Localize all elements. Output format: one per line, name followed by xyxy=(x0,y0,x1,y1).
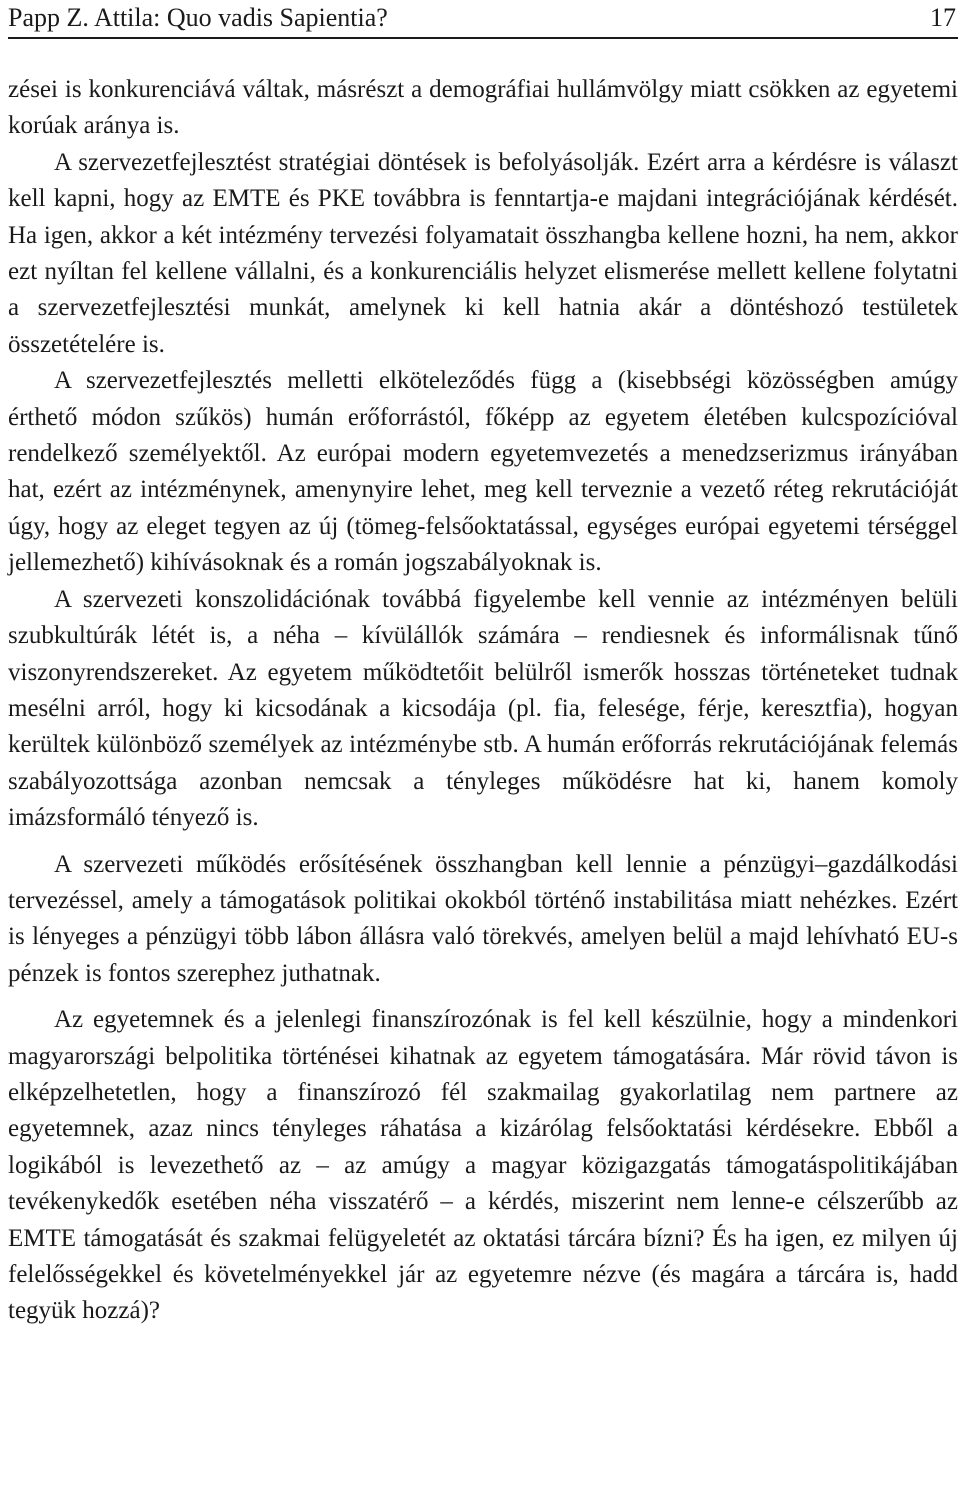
page-number: 17 xyxy=(930,3,956,32)
body-text xyxy=(8,72,958,1330)
running-header xyxy=(8,0,958,39)
paragraph: A szervezeti konszolidációnak továbbá figyelembe kell vennie az intézményen belüli szubkultúrák létét is, a néha – kívülállók számára – rendiesnek és informálisnak tűnő viszonyrendszereket. Az egyetem működtetőit belülről ismerők hosszas történeteket tudnak mesélni arról, hogy ki kicsodának a kicsodája (pl. fia, felesége, férje, keresztfia), hogyan kerültek különböző személyek az intézménybe stb. A humán erőforrás rekrutációjának felemás szabályozottsága azonban nemcsak a tényleges működésre hat ki, hanem komoly imázsformáló tényező is. xyxy=(8,585,958,832)
document-page xyxy=(8,0,958,1330)
paragraph: A szervezetfejlesztést stratégiai döntések is befolyásolják. Ezért arra a kérdésre is választ kell kapni, hogy az EMTE és PKE továbbra is fenntartja-e majdani integrációjának kérdését. Ha igen, akkor a két intézmény tervezési folyamatait összhangba kellene hozni, ha nem, akkor ezt nyíltan fel kellene vállalni, és a konkurenciális helyzet elismerése mellett kellene folytatni a szervezetfejlesztési munkát, amelynek ki kell hatnia akár a döntéshozó testületek összetételére is. xyxy=(8,148,958,358)
running-header-title: Papp Z. Attila: Quo vadis Sapientia? xyxy=(8,3,388,32)
paragraph-continued: zései is konkurenciává váltak, másrészt a demográfiai hullámvölgy miatt csökken az egyetemi korúak aránya is. xyxy=(8,76,958,140)
paragraph: Az egyetemnek és a jelenlegi finanszírozónak is fel kell készülnie, hogy a mindenkori magyarországi belpolitika történései kihatnak az egyetem támogatására. Már rövid távon is elképzelhetetlen, hogy a finanszírozó fél szakmailag gyakorlatilag nem partnere az egyetemnek, azaz nincs tényleges ráhatása a kizárólag felsőoktatási kérdésekre. Ebből a logikából is levezethető az – az amúgy a magyar közigazgatás támogatáspolitikájában tevékenykedők esetében néha visszatérő – a kérdés, miszerint nem lenne-e célszerűbb az EMTE támogatását és szakmai felügyeletét az oktatási tárcára bízni? És ha igen, ez milyen új felelősségekkel és követelményekkel jár az egyetemre nézve (és magára a tárcára is, hadd tegyük hozzá)? xyxy=(8,1006,958,1325)
paragraph: A szervezetfejlesztés melletti elköteleződés függ a (kisebbségi közösségben amúgy érthető módon szűkös) humán erőforrástól, főképp az egyetem életében kulcspozícióval rendelkező személyektől. Az európai modern egyetemvezetés a menedzserizmus irányában hat, ezért az intézménynek, amenynyire lehet, meg kell terveznie a vezető réteg rekrutációját úgy, hogy az eleget tegyen az új (tömeg-felsőoktatással, egységes európai egyetemi térséggel jellemezhető) kihívásoknak és a román jogszabályoknak is. xyxy=(8,367,958,577)
paragraph: A szervezeti működés erősítésének összhangban kell lennie a pénzügyi–gazdálkodási tervezéssel, amely a támogatások politikai okokból történő instabilitása miatt nehézkes. Ezért is lényeges a pénzügyi több lábon állásra való törekvés, amelyen belül a majd lehívható EU-s pénzek is fontos szerephez juthatnak. xyxy=(8,850,958,987)
